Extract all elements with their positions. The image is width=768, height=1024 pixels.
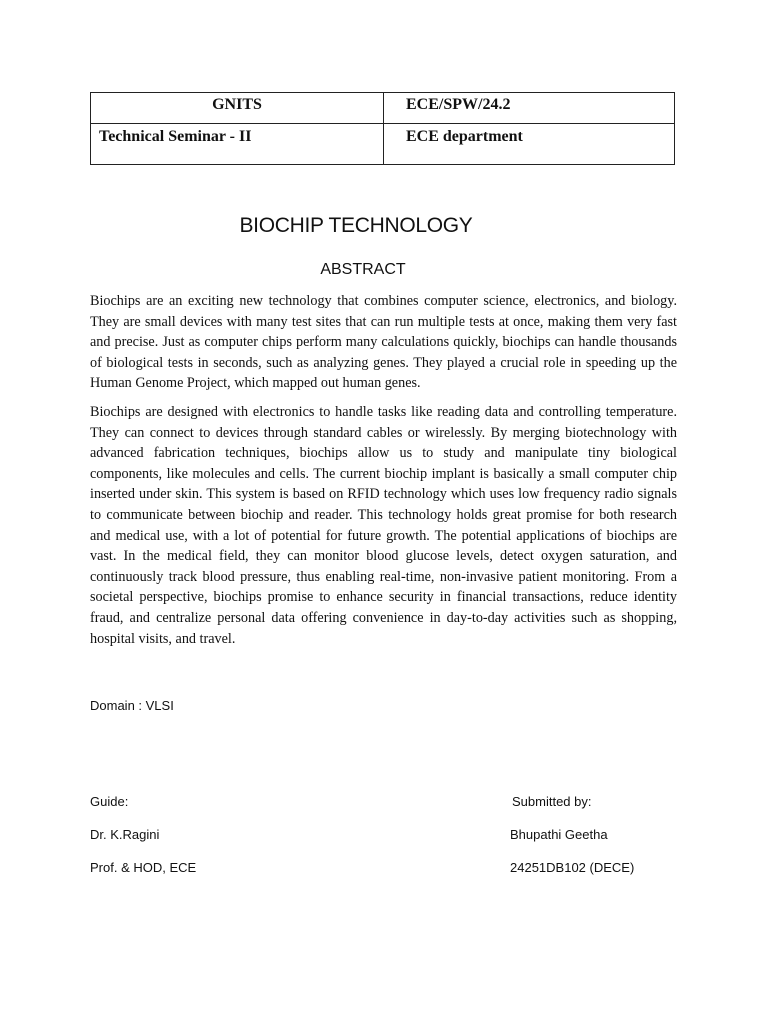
header-row: [91, 124, 675, 165]
college-name: GNITS: [91, 93, 384, 124]
submitted-by-label: Submitted by:: [512, 794, 592, 809]
guide-label: Guide:: [90, 794, 129, 809]
header-row: [91, 93, 675, 124]
document-title: BIOCHIP TECHNOLOGY: [239, 214, 473, 237]
domain-line: Domain : VLSI: [90, 698, 174, 713]
guide-designation: Prof. & HOD, ECE: [90, 860, 197, 875]
abstract-heading: ABSTRACT: [320, 261, 406, 278]
abstract-paragraph-2: Biochips are designed with electronics to handle tasks like reading data and controlling temperature. They can connect to devices through standard cables or wirelessly. By merging biotechnology with advanced fabrication techniques, biochips allow us to study and manipulate tiny biological components, like molecules and cells. The current biochip implant is basically a small computer chip inserted under skin. This system is based on RFID technology which uses low frequency radio signals to communicate between biochip and reader. This technology holds great promise for both research and medical use, with a lot of potential for future growth. The potential applications of biochips are vast. In the medical field, they can monitor blood glucose levels, detect oxygen saturation, and continuously track blood pressure, thus enabling real-time, non-invasive patient monitoring. From a societal perspective, biochips promise to enhance security in financial transactions, reduce identity fraud, and centralize personal data offering convenience in day-to-day activities such as shopping, hospital visits, and travel.: [90, 403, 677, 647]
student-name: Bhupathi Geetha: [510, 827, 608, 842]
guide-name: Dr. K.Ragini: [90, 827, 160, 842]
seminar-name: Technical Seminar - II: [91, 124, 384, 165]
department-name: ECE department: [384, 124, 675, 165]
abstract-body: [90, 291, 677, 657]
header-table: [90, 92, 675, 165]
abstract-paragraph-1: Biochips are an exciting new technology that combines computer science, electronics, and biology. They are small devices with many test sites that can run multiple tests at once, making them very fast and precise. Just as computer chips perform many calculations quickly, biochips can handle thousands of biological tests in seconds, such as analyzing genes. They played a crucial role in speeding up the Human Genome Project, which mapped out human genes.: [90, 293, 677, 392]
document-code: ECE/SPW/24.2: [384, 93, 675, 124]
student-roll-number: 24251DB102 (DECE): [510, 860, 635, 875]
